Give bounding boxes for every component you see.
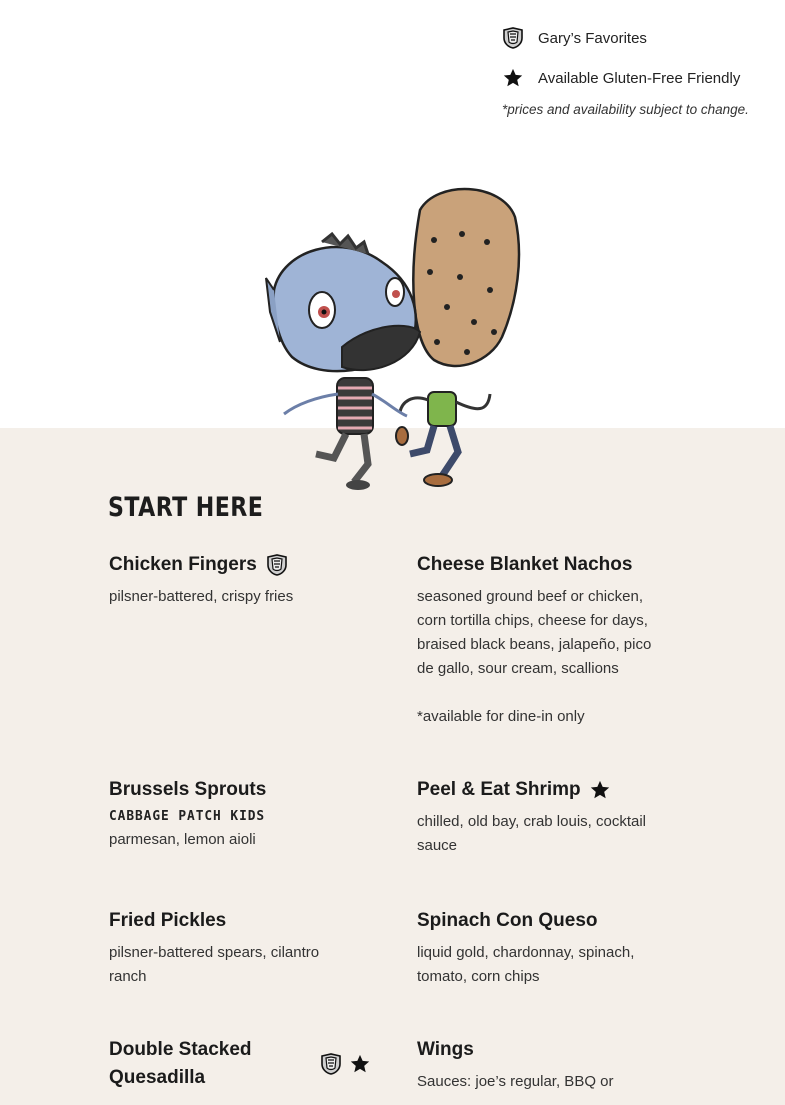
star-icon	[500, 65, 526, 91]
item-description: parmesan, lemon aioli	[109, 831, 256, 848]
menu-item[interactable]	[109, 551, 374, 609]
item-description: pilsner-battered, crispy fries	[109, 588, 294, 605]
menu-item[interactable]	[109, 776, 374, 852]
item-name: Fried Pickles	[109, 910, 227, 931]
menu-section-background	[0, 428, 785, 1105]
item-icons	[319, 1053, 377, 1075]
gary-shield-icon	[500, 25, 526, 51]
item-name: Cheese Blanket Nachos	[417, 554, 633, 575]
item-subtitle: CABBAGE PATCH KIDS	[109, 808, 266, 824]
item-description: pilsner-battered spears, cilantro ranch	[109, 944, 320, 985]
item-name: Brussels Sprouts	[109, 779, 267, 800]
legend-row-gary-favorites	[500, 24, 785, 52]
item-name: Chicken Fingers	[109, 554, 257, 575]
item-description: Sauces: joe’s regular, BBQ or	[417, 1073, 614, 1090]
menu-item[interactable]	[417, 776, 667, 858]
item-icons	[589, 779, 617, 801]
item-name: Wings	[417, 1039, 474, 1060]
star-icon	[349, 1053, 371, 1075]
menu-item[interactable]	[417, 907, 667, 989]
item-note: *available for dine-in only	[417, 708, 585, 725]
item-name: Peel & Eat Shrimp	[417, 779, 581, 800]
legend-row-gluten-free	[500, 64, 785, 92]
item-description: liquid gold, chardonnay, spinach, tomato, corn chips	[417, 944, 635, 985]
legend-label: Available Gluten-Free Friendly	[538, 69, 741, 87]
legend-label: Gary’s Favorites	[538, 29, 647, 47]
item-icons	[265, 554, 295, 576]
item-name: Spinach Con Queso	[417, 910, 598, 931]
gary-shield-icon	[319, 1053, 343, 1075]
menu-item[interactable]	[417, 1036, 667, 1094]
star-icon	[589, 779, 611, 801]
item-name: Double Stacked Quesadilla	[109, 1039, 252, 1088]
item-description: chilled, old bay, crab louis, cocktail sauce	[417, 813, 646, 854]
section-title: START HERE	[108, 492, 264, 523]
legend-note: *prices and availability subject to change.	[502, 102, 749, 117]
fish-character	[266, 234, 420, 490]
mascot-illustration	[262, 182, 524, 492]
menu-item[interactable]	[109, 907, 349, 989]
menu-item[interactable]	[417, 551, 667, 729]
legend	[500, 24, 785, 117]
gary-shield-icon	[265, 554, 289, 576]
menu-item[interactable]	[109, 1036, 379, 1092]
item-description: seasoned ground beef or chicken, corn tortilla chips, cheese for days, braised black beans, jalapeño, pico de gallo, sour cream, scallions	[417, 588, 652, 677]
